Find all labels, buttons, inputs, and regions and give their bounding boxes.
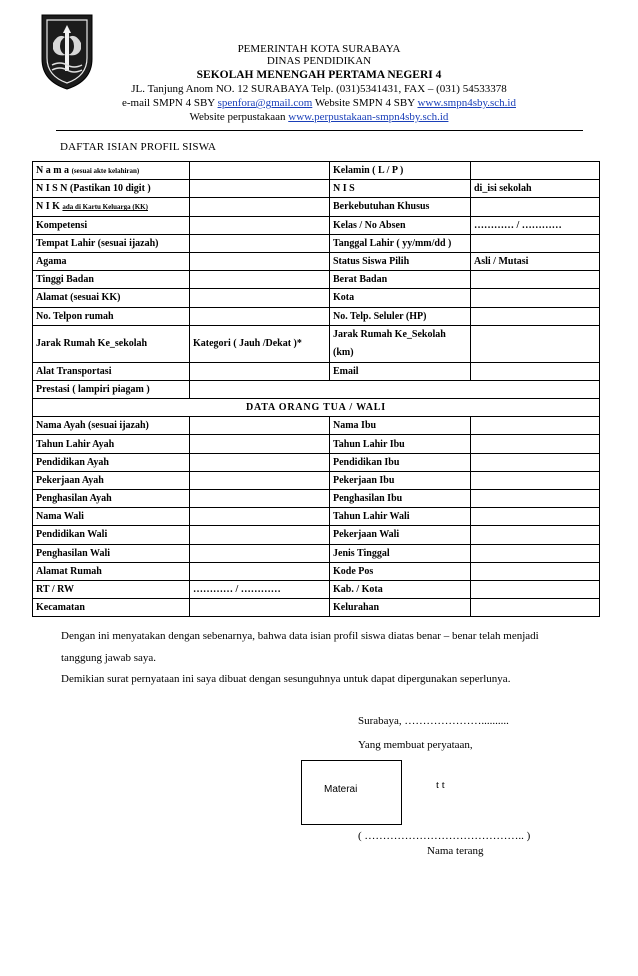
- label-kompetensi: Kompetensi: [33, 216, 190, 234]
- header-department: DINAS PENDIDIKAN: [266, 55, 372, 67]
- input-berat-badan[interactable]: [471, 271, 600, 289]
- label-penghasilan-ayah: Penghasilan Ayah: [33, 490, 190, 508]
- value-status-siswa[interactable]: Asli / Mutasi: [471, 252, 600, 270]
- table-row: [33, 580, 600, 598]
- label-prestasi: Prestasi ( lampiri piagam ): [33, 380, 190, 398]
- label-agama: Agama: [33, 252, 190, 270]
- input-nama[interactable]: [190, 162, 330, 180]
- header-library-line: [0, 111, 638, 123]
- input-telp-rumah[interactable]: [190, 307, 330, 325]
- label-pekerjaan-wali: Pekerjaan Wali: [330, 526, 471, 544]
- label-status-siswa: Status Siswa Pilih: [330, 252, 471, 270]
- value-nis: di_isi sekolah: [471, 180, 600, 198]
- label-tempat-lahir: Tempat Lahir (sesuai ijazah): [33, 234, 190, 252]
- table-row: [33, 307, 600, 325]
- input-kode-pos[interactable]: [471, 562, 600, 580]
- label-nik: N I K ada di Kartu Keluarga (KK): [33, 198, 190, 216]
- input-pendidikan-ayah[interactable]: [190, 453, 330, 471]
- label-alat-transportasi: Alat Transportasi: [33, 362, 190, 380]
- place-date: Surabaya, …………………..........: [358, 715, 509, 727]
- label-pendidikan-wali: Pendidikan Wali: [33, 526, 190, 544]
- website-link[interactable]: www.smpn4sby.sch.id: [417, 97, 516, 109]
- table-row: [33, 490, 600, 508]
- value-kelas[interactable]: ………… / …………: [471, 216, 600, 234]
- input-agama[interactable]: [190, 252, 330, 270]
- label-alamat: Alamat (sesuai KK): [33, 289, 190, 307]
- input-kebutuhan-khusus[interactable]: [471, 198, 600, 216]
- label-pekerjaan-ayah: Pekerjaan Ayah: [33, 471, 190, 489]
- label-kelurahan: Kelurahan: [330, 599, 471, 617]
- label-kab-kota: Kab. / Kota: [330, 580, 471, 598]
- input-alamat-rumah[interactable]: [190, 562, 330, 580]
- table-row: [33, 453, 600, 471]
- table-row: [33, 508, 600, 526]
- label-tahun-lahir-wali: Tahun Lahir Wali: [330, 508, 471, 526]
- label-kecamatan: Kecamatan: [33, 599, 190, 617]
- label-alamat-rumah: Alamat Rumah: [33, 562, 190, 580]
- input-pekerjaan-wali[interactable]: [471, 526, 600, 544]
- header-address: JL. Tanjung Anom NO. 12 SURABAYA Telp. (031)5341431, FAX – (031) 54533378: [131, 83, 507, 95]
- input-pekerjaan-ibu[interactable]: [471, 471, 600, 489]
- student-profile-table: [32, 161, 600, 617]
- section-heading-orang-tua: DATA ORANG TUA / WALI: [33, 399, 600, 417]
- table-row: [33, 380, 600, 398]
- label-pekerjaan-ibu: Pekerjaan Ibu: [330, 471, 471, 489]
- label-berat-badan: Berat Badan: [330, 271, 471, 289]
- table-row: [33, 399, 600, 417]
- input-penghasilan-ibu[interactable]: [471, 490, 600, 508]
- input-pekerjaan-ayah[interactable]: [190, 471, 330, 489]
- label-nama-wali: Nama Wali: [33, 508, 190, 526]
- table-row: [33, 471, 600, 489]
- table-row: [33, 216, 600, 234]
- label-kebutuhan-khusus: Berkebutuhan Khusus: [330, 198, 471, 216]
- table-row: [33, 198, 600, 216]
- form-title: DAFTAR ISIAN PROFIL SISWA: [60, 141, 217, 153]
- table-row: [33, 417, 600, 435]
- label-jarak-km: Jarak Rumah Ke_Sekolah (km): [330, 325, 471, 362]
- input-tinggi-badan[interactable]: [190, 271, 330, 289]
- label-email: Email: [330, 362, 471, 380]
- input-pendidikan-wali[interactable]: [190, 526, 330, 544]
- header-divider: [56, 130, 583, 131]
- header-contact-line: [0, 97, 638, 109]
- table-row: [33, 180, 600, 198]
- statement-line-1: Dengan ini menyatakan dengan sebenarnya, bahwa data isian profil siswa diatas benar – benar telah menjadi: [61, 630, 539, 642]
- stamp-label: Materai: [324, 784, 358, 795]
- label-pendidikan-ibu: Pendidikan Ibu: [330, 453, 471, 471]
- input-kompetensi[interactable]: [190, 216, 330, 234]
- label-penghasilan-wali: Penghasilan Wali: [33, 544, 190, 562]
- table-row: [33, 562, 600, 580]
- input-nama-wali[interactable]: [190, 508, 330, 526]
- table-row: [33, 526, 600, 544]
- input-nama-ibu[interactable]: [471, 417, 600, 435]
- label-nis: N I S: [330, 180, 471, 198]
- input-kota[interactable]: [471, 289, 600, 307]
- input-kab-kota[interactable]: [471, 580, 600, 598]
- label-nisn: N I S N (Pastikan 10 digit ): [33, 180, 190, 198]
- input-kecamatan[interactable]: [190, 599, 330, 617]
- statement-line-2: tanggung jawab saya.: [61, 652, 156, 664]
- label-nama-ibu: Nama Ibu: [330, 417, 471, 435]
- table-row: [33, 252, 600, 270]
- label-tahun-lahir-ayah: Tahun Lahir Ayah: [33, 435, 190, 453]
- label-tahun-lahir-ibu: Tahun Lahir Ibu: [330, 435, 471, 453]
- library-prefix: Website perpustakaan: [189, 111, 289, 123]
- input-kelamin[interactable]: [471, 162, 600, 180]
- table-row: [33, 289, 600, 307]
- signature-name-line: ( …………………………………….. ): [358, 830, 531, 842]
- label-tinggi-badan: Tinggi Badan: [33, 271, 190, 289]
- label-jenis-tinggal: Jenis Tinggal: [330, 544, 471, 562]
- table-row: [33, 544, 600, 562]
- library-link[interactable]: www.perpustakaan-smpn4sby.sch.id: [288, 111, 449, 123]
- label-jarak-rumah: Jarak Rumah Ke_sekolah: [33, 325, 190, 362]
- label-telp-rumah: No. Telpon rumah: [33, 307, 190, 325]
- input-nisn[interactable]: [190, 180, 330, 198]
- label-nama: N a m a (sesuai akte kelahiran): [33, 162, 190, 180]
- value-rt-rw[interactable]: ………… / …………: [190, 580, 330, 598]
- statement-line-3: Demikian surat pernyataan ini saya dibuat dengan sesunguhnya untuk dapat dipergunakan seperlunya.: [61, 673, 511, 685]
- label-kategori-jarak: Kategori ( Jauh /Dekat )*: [190, 325, 330, 362]
- input-penghasilan-wali[interactable]: [190, 544, 330, 562]
- input-email[interactable]: [471, 362, 600, 380]
- input-alamat[interactable]: [190, 289, 330, 307]
- website-prefix: Website SMPN 4 SBY: [312, 97, 418, 109]
- table-row: [33, 435, 600, 453]
- label-kode-pos: Kode Pos: [330, 562, 471, 580]
- table-row: [33, 325, 600, 362]
- label-rt-rw: RT / RW: [33, 580, 190, 598]
- header-school-name: SEKOLAH MENENGAH PERTAMA NEGERI 4: [196, 69, 442, 81]
- signature-tt: t t: [436, 779, 445, 791]
- input-penghasilan-ayah[interactable]: [190, 490, 330, 508]
- input-jenis-tinggal[interactable]: [471, 544, 600, 562]
- input-telp-seluler[interactable]: [471, 307, 600, 325]
- input-nik[interactable]: [190, 198, 330, 216]
- table-row: [33, 234, 600, 252]
- header-government: PEMERINTAH KOTA SURABAYA: [237, 43, 401, 55]
- signature-maker: Yang membuat peryataan,: [358, 739, 473, 751]
- label-kelas: Kelas / No Absen: [330, 216, 471, 234]
- label-nama-ayah: Nama Ayah (sesuai ijazah): [33, 417, 190, 435]
- table-row: [33, 271, 600, 289]
- input-pendidikan-ibu[interactable]: [471, 453, 600, 471]
- label-pendidikan-ayah: Pendidikan Ayah: [33, 453, 190, 471]
- input-tahun-lahir-ibu[interactable]: [471, 435, 600, 453]
- input-tahun-lahir-wali[interactable]: [471, 508, 600, 526]
- signature-name-caption: Nama terang: [427, 845, 484, 857]
- input-jarak-km[interactable]: [471, 325, 600, 362]
- label-penghasilan-ibu: Penghasilan Ibu: [330, 490, 471, 508]
- stamp-box: [301, 760, 402, 825]
- label-kota: Kota: [330, 289, 471, 307]
- input-nama-ayah[interactable]: [190, 417, 330, 435]
- input-alat-transportasi[interactable]: [190, 362, 330, 380]
- table-row: [33, 362, 600, 380]
- email-prefix: e-mail SMPN 4 SBY: [122, 97, 218, 109]
- table-row: [33, 162, 600, 180]
- input-kelurahan[interactable]: [471, 599, 600, 617]
- table-row: [33, 599, 600, 617]
- input-tanggal-lahir[interactable]: [471, 234, 600, 252]
- input-prestasi[interactable]: [190, 380, 600, 398]
- label-telp-seluler: No. Telp. Seluler (HP): [330, 307, 471, 325]
- label-kelamin: Kelamin ( L / P ): [330, 162, 471, 180]
- input-tempat-lahir[interactable]: [190, 234, 330, 252]
- email-link[interactable]: spenfora@gmail.com: [217, 97, 313, 109]
- input-tahun-lahir-ayah[interactable]: [190, 435, 330, 453]
- label-tanggal-lahir: Tanggal Lahir ( yy/mm/dd ): [330, 234, 471, 252]
